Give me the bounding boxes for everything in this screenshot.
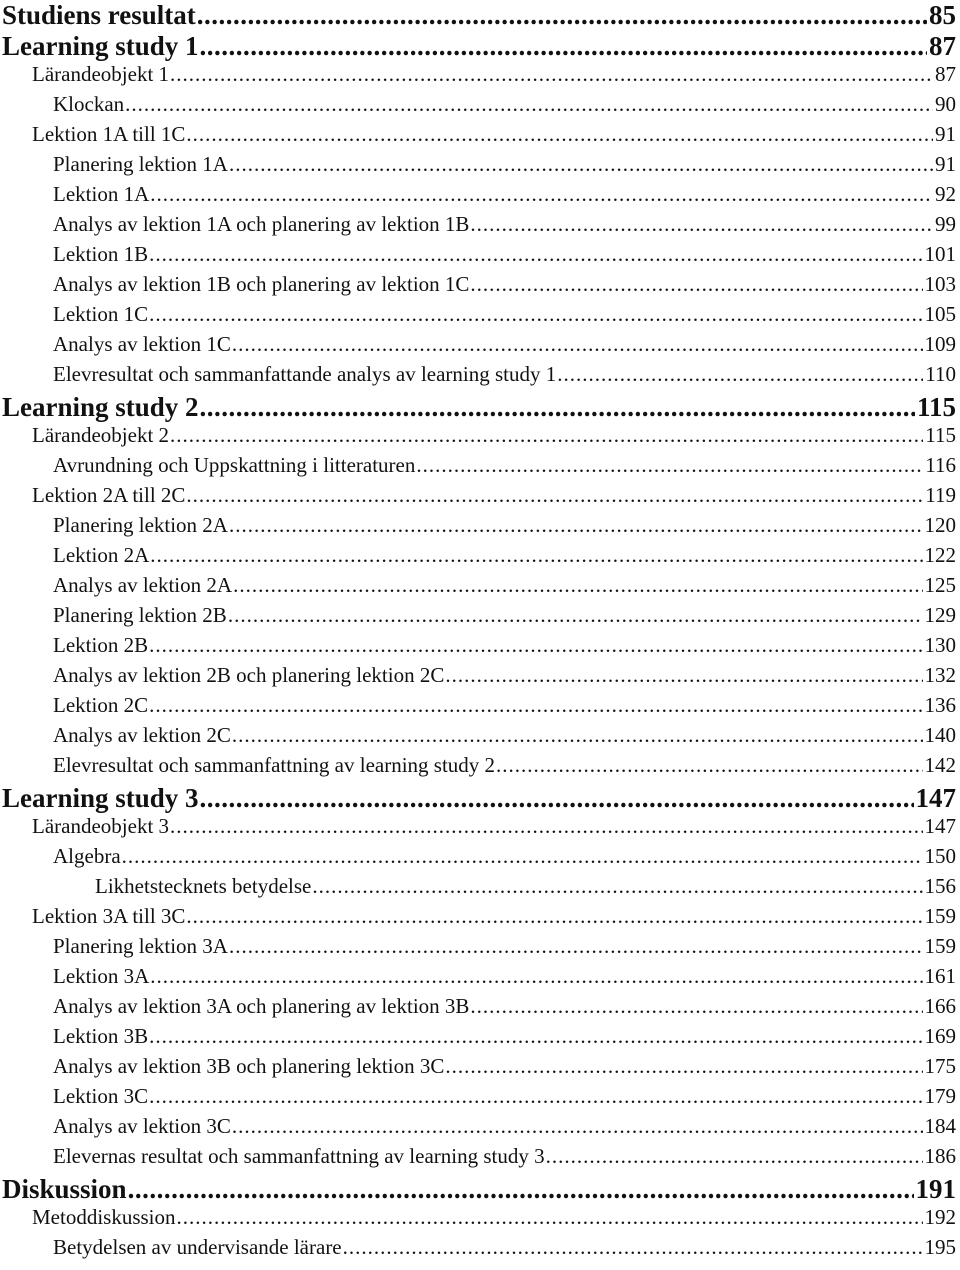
dot-leader — [228, 603, 923, 628]
toc-entry-title: Analys av lektion 1A och planering av lektion 1B — [53, 212, 470, 236]
toc-entry-title: Lektion 1B — [53, 242, 149, 266]
toc-entry[interactable] — [0, 1205, 956, 1235]
dot-leader — [149, 302, 922, 327]
toc-entry[interactable] — [0, 1114, 956, 1144]
toc-entry-page-number: 136 — [924, 693, 956, 717]
dot-leader — [149, 1024, 922, 1049]
dot-leader — [232, 723, 923, 748]
toc-entry-title: Algebra — [53, 844, 121, 868]
toc-entry-title: Analys av lektion 2A — [53, 573, 233, 597]
toc-entry[interactable] — [0, 934, 956, 964]
toc-entry-page-number: 99 — [935, 212, 956, 236]
toc-entry-title: Analys av lektion 2C — [53, 723, 231, 747]
toc-entry-page-number: 115 — [916, 392, 956, 422]
toc-entry[interactable] — [0, 753, 956, 783]
toc-entry-title: Planering lektion 2B — [53, 603, 227, 627]
dot-leader — [445, 663, 922, 688]
toc-entry[interactable] — [0, 783, 956, 814]
toc-entry-title: Lärandeobjekt 2 — [32, 423, 170, 447]
toc-entry-page-number: 159 — [924, 904, 956, 928]
toc-entry-page-number: 142 — [924, 753, 956, 777]
toc-entry[interactable] — [0, 874, 956, 904]
toc-entry[interactable] — [0, 1235, 956, 1265]
toc-entry-title: Lektion 3B — [53, 1024, 149, 1048]
toc-entry-page-number: 186 — [924, 1144, 956, 1168]
toc-entry[interactable] — [0, 0, 956, 31]
toc-entry-page-number: 91 — [935, 152, 956, 176]
toc-entry-title: Lektion 2B — [53, 633, 149, 657]
toc-entry[interactable] — [0, 92, 956, 122]
toc-entry[interactable] — [0, 1084, 956, 1114]
toc-entry-page-number: 115 — [925, 423, 956, 447]
toc-entry[interactable] — [0, 453, 956, 483]
dot-leader — [186, 122, 933, 147]
toc-entry-page-number: 105 — [924, 302, 956, 326]
toc-entry-page-number: 119 — [925, 483, 956, 507]
toc-entry-page-number: 195 — [924, 1235, 956, 1259]
toc-entry-page-number: 150 — [924, 844, 956, 868]
toc-entry-title: Learning study 2 — [2, 392, 199, 422]
toc-entry[interactable] — [0, 212, 956, 242]
toc-entry[interactable] — [0, 904, 956, 934]
toc-entry-page-number: 103 — [924, 272, 956, 296]
toc-entry[interactable] — [0, 663, 956, 693]
toc-entry-title: Analys av lektion 1C — [53, 332, 231, 356]
toc-entry-page-number: 101 — [924, 242, 956, 266]
toc-entry-title: Lektion 1C — [53, 302, 149, 326]
toc-entry-page-number: 120 — [924, 513, 956, 537]
toc-entry-title: Lektion 3A — [53, 964, 150, 988]
toc-entry[interactable] — [0, 1174, 956, 1205]
dot-leader — [200, 783, 914, 814]
toc-entry[interactable] — [0, 392, 956, 423]
toc-entry-title: Analys av lektion 2B och planering lektion 2C — [53, 663, 445, 687]
toc-entry[interactable] — [0, 603, 956, 633]
toc-entry-title: Lektion 3C — [53, 1084, 149, 1108]
toc-entry-page-number: 132 — [924, 663, 956, 687]
toc-entry-title: Studiens resultat — [2, 0, 196, 30]
toc-entry-title: Planering lektion 1A — [53, 152, 228, 176]
toc-entry-title: Learning study 3 — [2, 783, 199, 813]
dot-leader — [197, 0, 927, 31]
toc-entry-page-number: 169 — [924, 1024, 956, 1048]
toc-entry[interactable] — [0, 844, 956, 874]
toc-entry-page-number: 116 — [925, 453, 956, 477]
dot-leader — [229, 513, 923, 538]
toc-entry-title: Lektion 1A — [53, 182, 150, 206]
toc-entry-title: Lärandeobjekt 3 — [32, 814, 170, 838]
toc-entry-page-number: 159 — [924, 934, 956, 958]
toc-entry[interactable] — [0, 272, 956, 302]
dot-leader — [200, 31, 927, 62]
toc-entry[interactable] — [0, 423, 956, 453]
toc-entry-page-number: 87 — [935, 62, 956, 86]
dot-leader — [229, 934, 923, 959]
dot-leader — [229, 152, 933, 177]
toc-entry[interactable] — [0, 994, 956, 1024]
toc-entry-page-number: 140 — [924, 723, 956, 747]
toc-entry-page-number: 147 — [924, 814, 956, 838]
toc-entry-title: Metoddiskussion — [32, 1205, 176, 1229]
toc-entry-page-number: 130 — [924, 633, 956, 657]
toc-entry[interactable] — [0, 182, 956, 212]
dot-leader — [343, 1235, 923, 1260]
toc-entry-page-number: 192 — [924, 1205, 956, 1229]
toc-entry-title: Analys av lektion 3C — [53, 1114, 231, 1138]
toc-entry[interactable] — [0, 242, 956, 272]
toc-entry-page-number: 179 — [924, 1084, 956, 1108]
toc-entry-title: Elevernas resultat och sammanfattning av learning study 3 — [53, 1144, 545, 1168]
toc-entry[interactable] — [0, 1054, 956, 1084]
toc-entry-title: Elevresultat och sammanfattande analys av learning study 1 — [53, 362, 557, 386]
dot-leader — [557, 362, 923, 387]
toc-entry-title: Analys av lektion 3A och planering av lektion 3B — [53, 994, 470, 1018]
toc-entry[interactable] — [0, 122, 956, 152]
toc-entry[interactable] — [0, 964, 956, 994]
toc-entry-title: Lektion 3A till 3C — [32, 904, 186, 928]
toc-entry-page-number: 175 — [924, 1054, 956, 1078]
dot-leader — [128, 1174, 914, 1205]
toc-entry-title: Learning study 1 — [2, 31, 199, 61]
toc-entry[interactable] — [0, 62, 956, 92]
toc-entry-title: Planering lektion 2A — [53, 513, 228, 537]
dot-leader — [232, 1114, 923, 1139]
toc-entry-page-number: 85 — [929, 0, 956, 30]
dot-leader — [170, 423, 923, 448]
toc-entry[interactable] — [0, 362, 956, 392]
toc-entry-page-number: 125 — [924, 573, 956, 597]
dot-leader — [149, 242, 922, 267]
dot-leader — [470, 994, 922, 1019]
dot-leader — [150, 543, 922, 568]
toc-entry-page-number: 122 — [924, 543, 956, 567]
toc-entry[interactable] — [0, 814, 956, 844]
dot-leader — [149, 633, 922, 658]
dot-leader — [546, 1144, 923, 1169]
toc-entry[interactable] — [0, 723, 956, 753]
toc-entry-page-number: 191 — [915, 1174, 956, 1204]
toc-entry-title: Analys av lektion 1B och planering av lektion 1C — [53, 272, 470, 296]
toc-entry-page-number: 110 — [925, 362, 956, 386]
toc-entry[interactable] — [0, 543, 956, 573]
toc-entry[interactable] — [0, 1144, 956, 1174]
dot-leader — [149, 693, 922, 718]
toc-entry[interactable] — [0, 302, 956, 332]
toc-entry[interactable] — [0, 1024, 956, 1054]
dot-leader — [470, 212, 933, 237]
dot-leader — [186, 904, 922, 929]
toc-entry[interactable] — [0, 693, 956, 723]
toc-entry[interactable] — [0, 152, 956, 182]
dot-leader — [170, 62, 933, 87]
toc-entry-title: Lektion 2A — [53, 543, 150, 567]
toc-entry[interactable] — [0, 633, 956, 663]
toc-entry-title: Lektion 2A till 2C — [32, 483, 186, 507]
toc-entry-title: Elevresultat och sammanfattning av learning study 2 — [53, 753, 496, 777]
dot-leader — [496, 753, 922, 778]
toc-entry-page-number: 90 — [935, 92, 956, 116]
dot-leader — [445, 1054, 922, 1079]
toc-entry-title: Lärandeobjekt 1 — [32, 62, 170, 86]
toc-entry-page-number: 184 — [924, 1114, 956, 1138]
toc-entry-page-number: 147 — [915, 783, 956, 813]
toc-entry-page-number: 87 — [929, 31, 956, 61]
dot-leader — [470, 272, 922, 297]
toc-entry-title: Lektion 1A till 1C — [32, 122, 186, 146]
toc-entry-page-number: 161 — [924, 964, 956, 988]
toc-entry-page-number: 129 — [924, 603, 956, 627]
toc-entry-page-number: 109 — [924, 332, 956, 356]
toc-entry[interactable] — [0, 31, 956, 62]
toc-entry[interactable] — [0, 573, 956, 603]
toc-entry-page-number: 156 — [924, 874, 956, 898]
dot-leader — [416, 453, 923, 478]
dot-leader — [122, 844, 923, 869]
dot-leader — [200, 392, 915, 423]
toc-entry-title: Betydelsen av undervisande lärare — [53, 1235, 342, 1259]
toc-entry-title: Avrundning och Uppskattning i litteraturen — [53, 453, 416, 477]
dot-leader — [170, 814, 922, 839]
dot-leader — [312, 874, 922, 899]
toc-entry-page-number: 92 — [935, 182, 956, 206]
dot-leader — [149, 1084, 922, 1109]
toc-entry-page-number: 91 — [935, 122, 956, 146]
toc-entry-page-number: 166 — [924, 994, 956, 1018]
toc-entry-title: Analys av lektion 3B och planering lektion 3C — [53, 1054, 445, 1078]
dot-leader — [177, 1205, 923, 1230]
toc-entry[interactable] — [0, 483, 956, 513]
toc-entry-title: Planering lektion 3A — [53, 934, 228, 958]
dot-leader — [150, 964, 922, 989]
toc-entry-title: Klockan — [53, 92, 125, 116]
dot-leader — [186, 483, 923, 508]
toc-entry[interactable] — [0, 332, 956, 362]
dot-leader — [233, 573, 922, 598]
toc-entry[interactable] — [0, 513, 956, 543]
toc-entry-title: Diskussion — [2, 1174, 127, 1204]
dot-leader — [125, 92, 933, 117]
dot-leader — [150, 182, 933, 207]
toc-entry-title: Lektion 2C — [53, 693, 149, 717]
toc-entry-title: Likhetstecknets betydelse — [95, 874, 312, 898]
dot-leader — [232, 332, 923, 357]
